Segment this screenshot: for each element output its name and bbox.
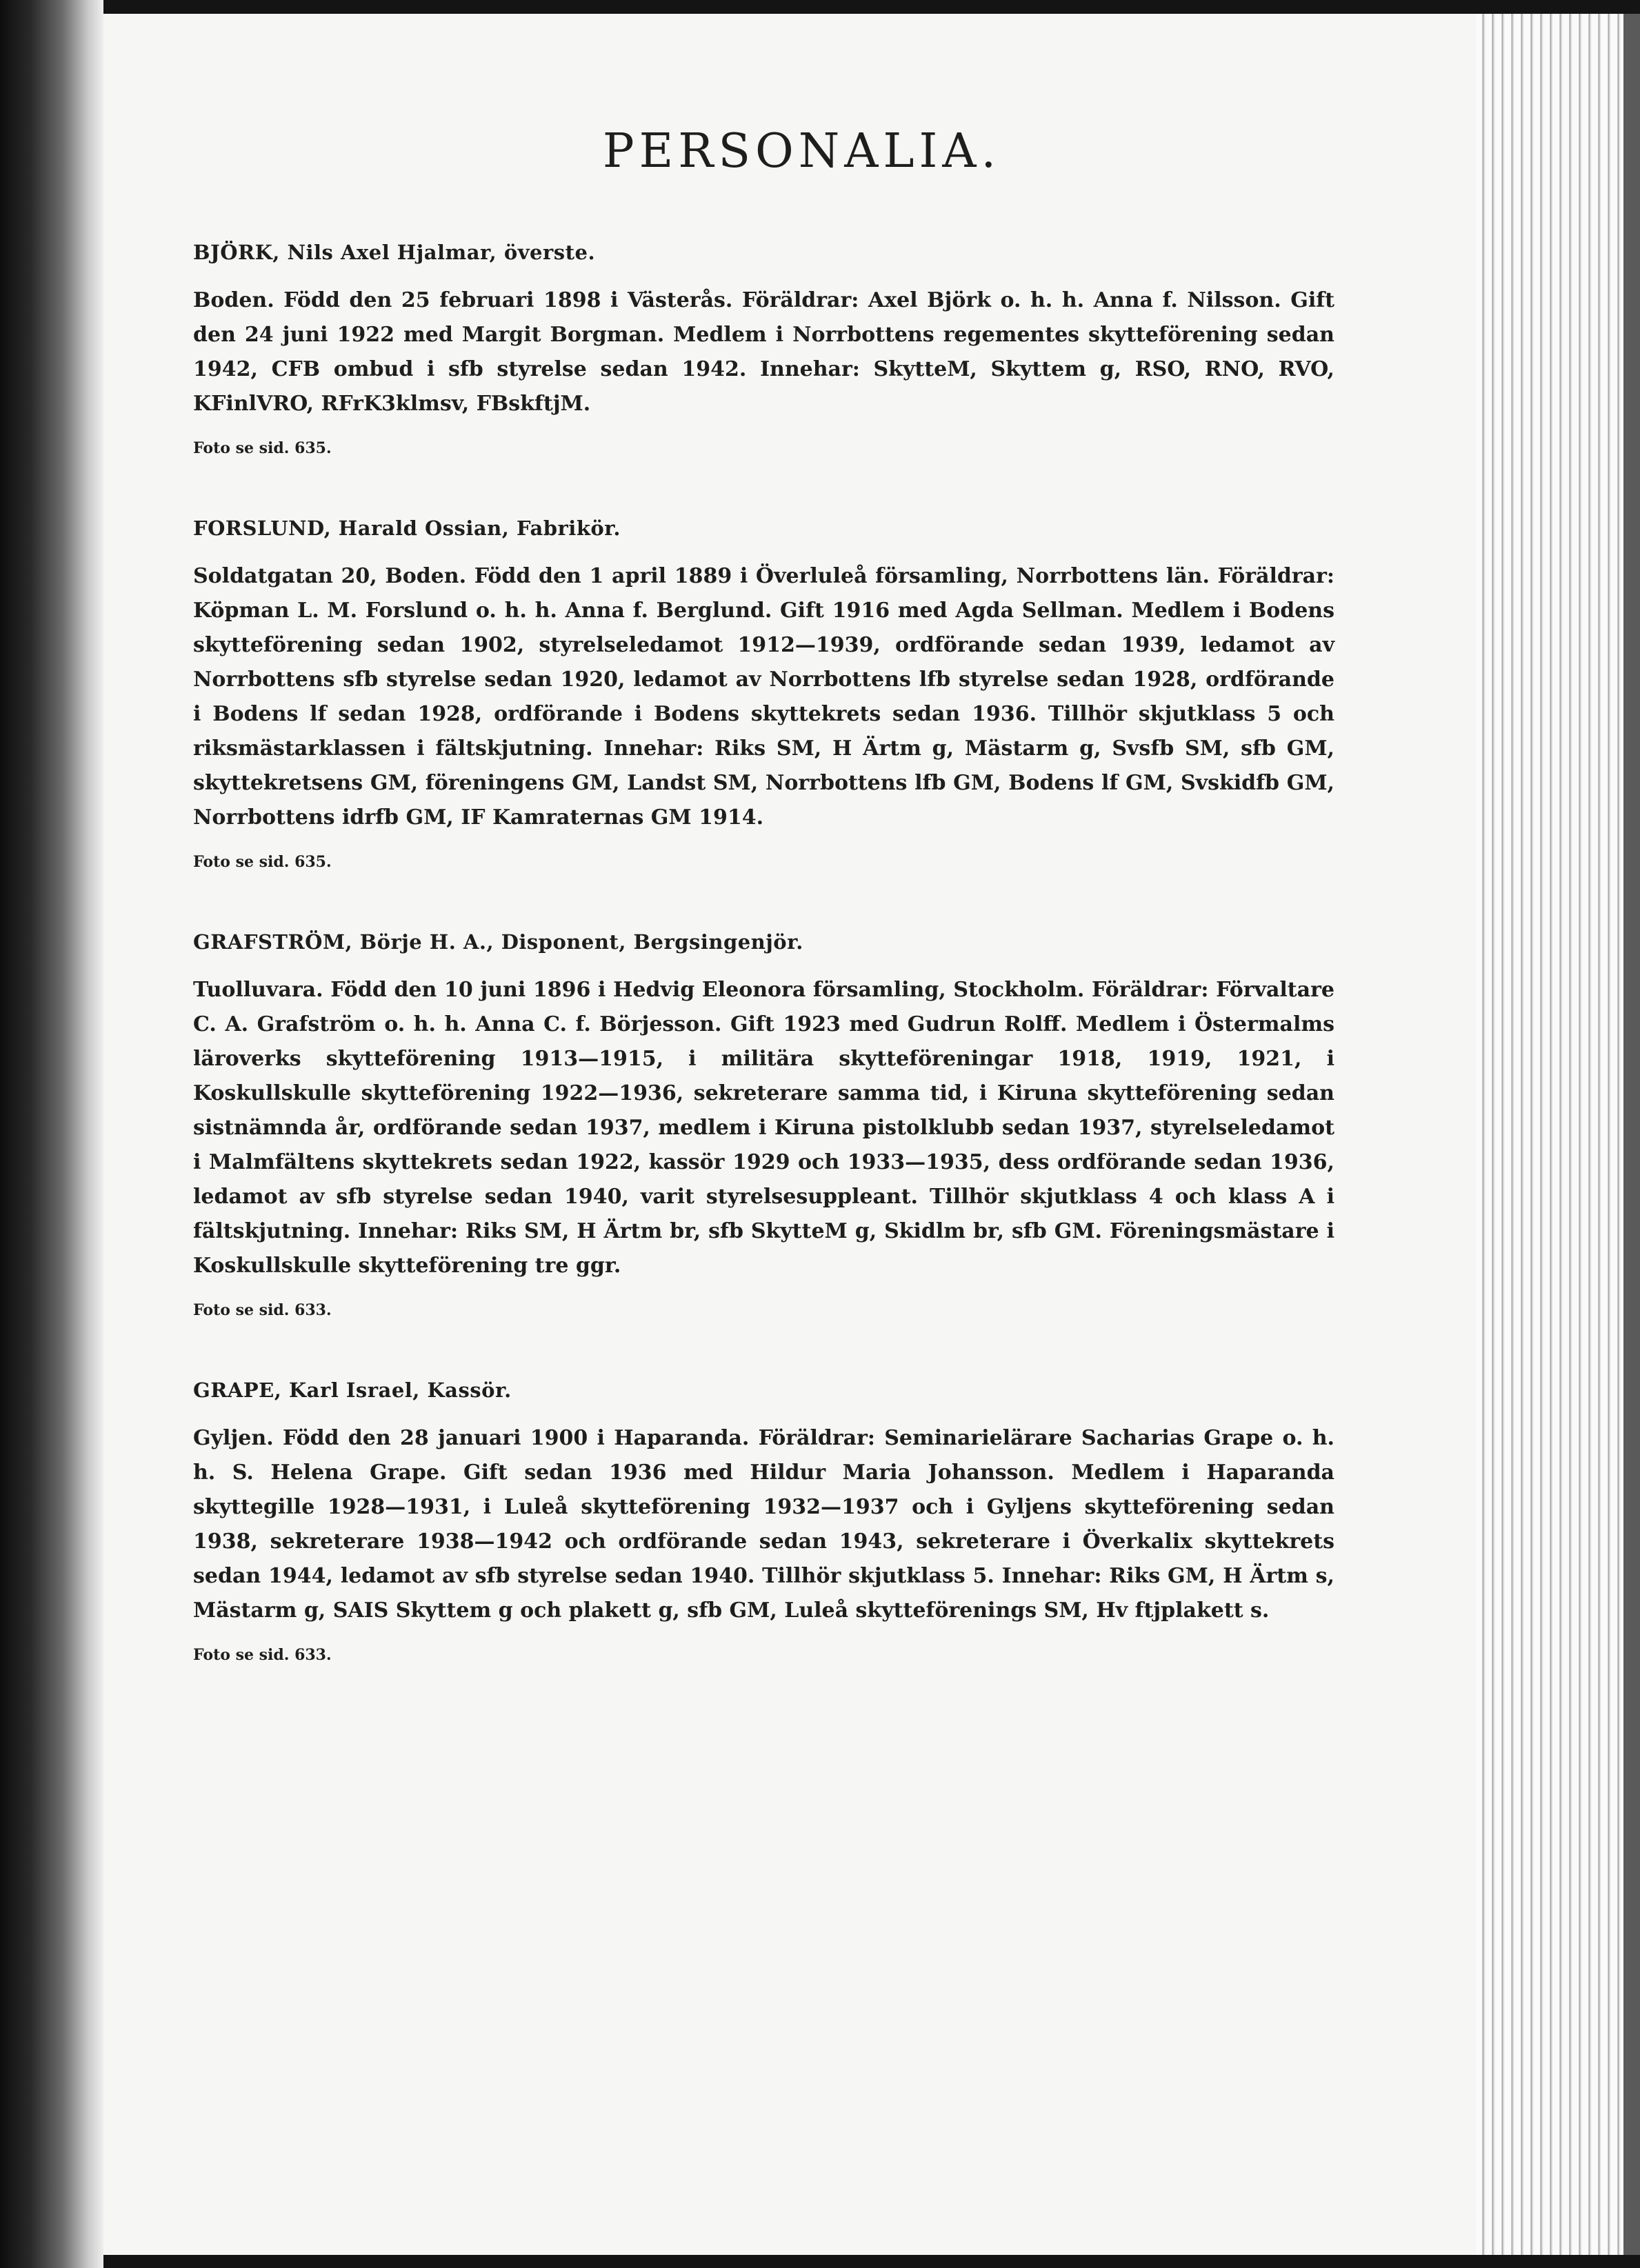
entry-photo-ref: Foto se sid. 635.: [193, 853, 332, 871]
entry-heading: BJÖRK, Nils Axel Hjalmar, överste.: [193, 241, 596, 264]
stacked-page-edges: [1476, 14, 1640, 2255]
page-title: PERSONALIA.: [602, 124, 1001, 179]
book-page: [103, 14, 1479, 2255]
entry-heading: GRAFSTRÖM, Börje H. A., Disponent, Bergsingenjör.: [193, 930, 803, 954]
page-text-block: [193, 124, 1334, 1723]
entry-body: Tuolluvara. Född den 10 juni 1896 i Hedvig Eleonora församling, Stockholm. Föräldrar: Förvaltare C. A. Grafström o. h. h. Anna C. f. Börjesson. Gift 1923 med Gudrun Rolff. Medlem i Östermalms läroverks skytteförening 1913—1915, i militära skytteföreningar 1918, 1919, 1921, i Koskullskulle skytteförening 1922—1936, sekreterare samma tid, i Kiruna skytteförening sedan sistnämnda år, ordförande sedan 1937, medlem i Kiruna pistolklubb sedan 1937, styrelseledamot i Malmfältens skyttekrets sedan 1922, kassör 1929 och 1933—1935, dess ordförande sedan 1936, ledamot av sfb styrelse sedan 1940, varit styrelsesuppleant. Tillhör skjutklass 4 och klass A i fältskjutning. Innehar: Riks SM, H Ärtm br, sfb SkytteM g, Skidlm br, sfb GM. Föreningsmästare i Koskullskulle skytteförening tre ggr.: [193, 978, 1334, 1278]
entry-bjork: [193, 241, 1334, 457]
entry-photo-ref: Foto se sid. 633.: [193, 1301, 332, 1319]
entry-heading: GRAPE, Karl Israel, Kassör.: [193, 1378, 512, 1402]
entry-photo-ref: Foto se sid. 633.: [193, 1646, 332, 1664]
entry-heading: FORSLUND, Harald Ossian, Fabrikör.: [193, 516, 621, 540]
entry-body: Gyljen. Född den 28 januari 1900 i Haparanda. Föräldrar: Seminarielärare Sacharias Grape o. h. h. S. Helena Grape. Gift sedan 1936 med Hildur Maria Johansson. Medlem i Haparanda skyttegille 1928—1931, i Luleå skytteförening 1932—1937 och i Gyljens skytteförening sedan 1938, sekreterare 1938—1942 och ordförande sedan 1943, sekreterare i Överkalix skyttekrets sedan 1944, ledamot av sfb styrelse sedan 1940. Tillhör skjutklass 5. Innehar: Riks GM, H Ärtm s, Mästarm g, SAIS Skyttem g och plakett g, sfb GM, Luleå skytteförenings SM, Hv ftjplakett s.: [193, 1426, 1334, 1623]
entry-body: Boden. Född den 25 februari 1898 i Västerås. Föräldrar: Axel Björk o. h. h. Anna f. Nilsson. Gift den 24 juni 1922 med Margit Borgman. Medlem i Norrbottens regementes skytteförening sedan 1942, CFB ombud i sfb styrelse sedan 1942. Innehar: SkytteM, Skyttem g, RSO, RNO, RVO, KFinlVRO, RFrK3klmsv, FBskftjM.: [193, 288, 1334, 416]
entry-body: Soldatgatan 20, Boden. Född den 1 april 1889 i Överluleå församling, Norrbottens län. Föräldrar: Köpman L. M. Forslund o. h. h. Anna f. Berglund. Gift 1916 med Agda Sellman. Medlem i Bodens skytteförening sedan 1902, styrelseledamot 1912—1939, ordförande sedan 1939, ledamot av Norrbottens sfb styrelse sedan 1920, ledamot av Norrbottens lfb styrelse sedan 1928, ordförande i Bodens lf sedan 1928, ordförande i Bodens skyttekrets sedan 1936. Tillhör skjutklass 5 och riksmästarklassen i fältskjutning. Innehar: Riks SM, H Ärtm g, Mästarm g, Svsfb SM, sfb GM, skyttekretsens GM, föreningens GM, Landst SM, Norrbottens lfb GM, Bodens lf GM, Svskidfb GM, Norrbottens idrfb GM, IF Kamraternas GM 1914.: [193, 564, 1334, 830]
entry-photo-ref: Foto se sid. 635.: [193, 439, 332, 457]
entry-forslund: [193, 516, 1334, 871]
entry-grafstrom: [193, 930, 1334, 1319]
book-gutter-shadow: [0, 0, 103, 2268]
entry-grape: [193, 1378, 1334, 1664]
